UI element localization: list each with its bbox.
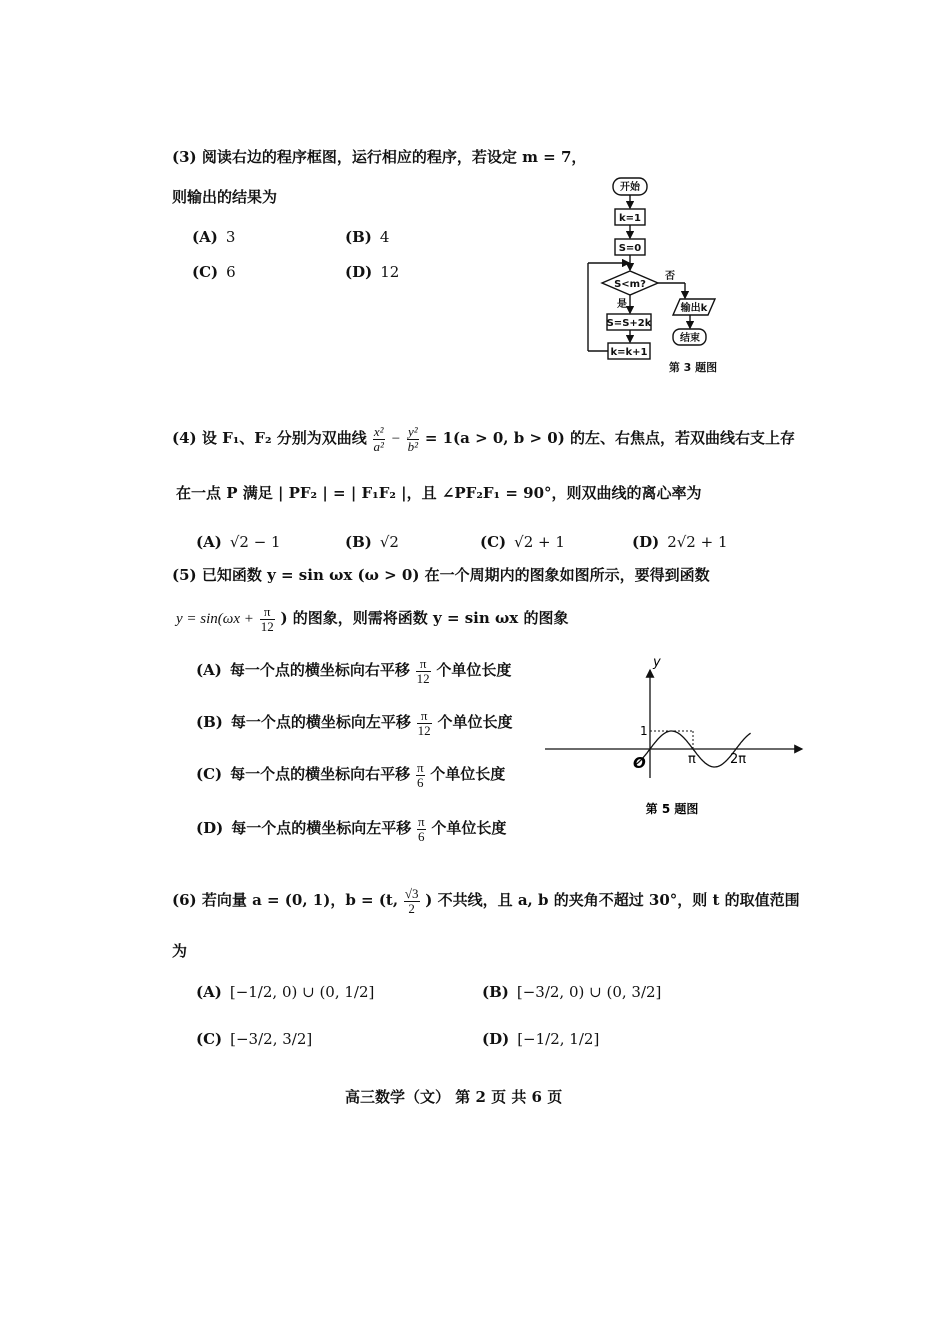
- q6-suffix: ) 不共线，且 a, b 的夹角不超过 30°，则 t 的取值范围: [425, 891, 800, 909]
- q5-line2-suffix: ) 的图象，则需将函数 y = sin ωx 的图象: [280, 609, 569, 627]
- q6-frac: [404, 887, 420, 915]
- y-tick-one: 1: [640, 724, 648, 738]
- minus-sign: −: [390, 431, 401, 447]
- option-value: 6: [226, 263, 236, 281]
- flow-no-text: 否: [665, 271, 675, 282]
- q5-option-b: [196, 704, 512, 740]
- frac-den: 2: [408, 900, 415, 916]
- option-label: (A): [196, 533, 222, 551]
- q4-frac-y: [407, 425, 419, 453]
- option-pre: 每一个点的横坐标向左平移: [230, 713, 411, 731]
- q3-line1: (3) 阅读右边的程序框图，运行相应的程序，若设定 m = 7，: [172, 148, 587, 166]
- frac-den: a²: [373, 438, 384, 454]
- frac-den: 12: [416, 670, 430, 686]
- q6-option-c: [196, 1030, 312, 1048]
- frac-num: π: [260, 605, 275, 620]
- option-frac: [417, 709, 432, 737]
- option-label: (A): [196, 983, 222, 1001]
- q6-option-b: [482, 983, 661, 1001]
- q5-option-d: [196, 810, 506, 846]
- option-label: (C): [196, 765, 223, 783]
- option-value: √2 + 1: [514, 533, 565, 551]
- q4-line2: 在一点 P 满足 | PF₂ | = | F₁F₂ |，且 ∠PF₂F₁ = 90°，则双曲线的离心率为: [176, 484, 702, 502]
- frac-num: y²: [407, 423, 418, 439]
- graph-caption: 第 5 题图: [645, 802, 699, 816]
- flow-condition-text: S<m?: [614, 279, 646, 290]
- frac-num: √3: [404, 885, 419, 901]
- option-label: (D): [345, 263, 373, 281]
- option-frac: [416, 657, 431, 685]
- flow-yes-text: 是: [617, 299, 627, 310]
- option-label: (B): [196, 713, 223, 731]
- q3-option-a: [192, 228, 235, 246]
- q6-option-d: [482, 1030, 599, 1048]
- option-label: (A): [196, 661, 222, 679]
- q3-option-b: [345, 228, 389, 246]
- q4-frac-x: [373, 425, 385, 453]
- frac-num: π: [418, 813, 425, 829]
- option-value: 4: [379, 228, 390, 246]
- q3-line2: 则输出的结果为: [172, 188, 278, 206]
- origin-label: O: [633, 754, 646, 772]
- option-value: [−1/2, 0) ∪ (0, 1/2]: [229, 983, 375, 1001]
- frac-num: π: [416, 759, 424, 775]
- q5-line2-frac: [260, 605, 275, 633]
- option-post: 个单位长度: [431, 819, 507, 837]
- flow-init-s-text: S=0: [618, 243, 642, 254]
- frac-den: 6: [418, 828, 425, 844]
- flow-init-k-text: k=1: [619, 213, 641, 224]
- option-label: (D): [196, 819, 224, 837]
- option-label: (D): [632, 533, 660, 551]
- page-footer: 高三数学（文） 第 2 页 共 6 页: [345, 1088, 563, 1106]
- q4-option-a: [196, 533, 281, 551]
- option-frac: [417, 815, 426, 843]
- frac-num: x²: [373, 423, 384, 439]
- option-label: (B): [345, 533, 372, 551]
- q4-option-c: [480, 533, 565, 551]
- option-frac: [416, 761, 425, 789]
- frac-den: b²: [407, 438, 419, 454]
- flow-update-k-text: k=k+1: [610, 347, 648, 358]
- option-post: 个单位长度: [436, 661, 512, 679]
- option-label: (C): [192, 263, 219, 281]
- q6-line2: 为: [172, 942, 188, 960]
- q6-option-a: [196, 983, 374, 1001]
- q3-flowchart: [570, 170, 760, 385]
- q4-option-b: [345, 533, 399, 551]
- q5-sine-graph: [540, 650, 810, 820]
- option-label: (C): [196, 1030, 223, 1048]
- option-value: √2: [379, 533, 399, 551]
- q5-line1: (5) 已知函数 y = sin ωx (ω > 0) 在一个周期内的图象如图所示，要得到函数: [172, 566, 710, 584]
- q3-option-d: [345, 263, 399, 281]
- option-value: [−3/2, 0) ∪ (0, 3/2]: [516, 983, 662, 1001]
- option-value: 3: [225, 228, 236, 246]
- q5-option-c: [196, 756, 505, 792]
- option-pre: 每一个点的横坐标向右平移: [230, 765, 411, 783]
- x-tick-pi: π: [688, 752, 696, 767]
- option-value: 2√2 + 1: [667, 533, 728, 551]
- q4-line1: [172, 418, 795, 459]
- option-label: (D): [482, 1030, 510, 1048]
- frac-den: 6: [416, 774, 424, 790]
- q6-line1: [172, 878, 800, 922]
- option-label: (C): [480, 533, 507, 551]
- option-post: 个单位长度: [430, 765, 506, 783]
- option-value: [−1/2, 1/2]: [517, 1030, 600, 1048]
- q4-option-d: [632, 533, 728, 551]
- option-value: √2 − 1: [229, 533, 281, 551]
- q5-line2: [176, 600, 568, 637]
- option-label: (B): [345, 228, 372, 246]
- frac-num: π: [417, 709, 432, 724]
- flow-output-text: 输出k: [680, 303, 708, 314]
- option-pre: 每一个点的横坐标向右平移: [229, 661, 410, 679]
- option-label: (B): [482, 983, 509, 1001]
- option-label: (A): [192, 228, 218, 246]
- flow-end-text: 结束: [680, 333, 700, 344]
- q4-eq-tail: = 1(a > 0, b > 0) 的左、右焦点，若双曲线右支上存: [424, 429, 796, 447]
- frac-num: π: [416, 657, 431, 672]
- flow-update-s-text: S=S+2k: [606, 318, 652, 329]
- option-value: 12: [380, 263, 400, 281]
- flow-start-text: 开始: [620, 182, 640, 193]
- flow-caption: 第 3 题图: [668, 361, 718, 374]
- frac-den: 12: [417, 722, 431, 738]
- option-post: 个单位长度: [437, 713, 513, 731]
- q5-option-a: [196, 652, 511, 688]
- x-tick-two-pi: 2π: [730, 752, 747, 767]
- q3-option-c: [192, 263, 236, 281]
- frac-den: 12: [260, 618, 274, 634]
- q5-line2-prefix: y = sin(ωx +: [176, 611, 254, 627]
- q4-prefix: (4) 设 F₁、F₂ 分别为双曲线: [172, 429, 367, 447]
- option-value: [−3/2, 3/2]: [230, 1030, 313, 1048]
- y-axis-label: y: [653, 655, 661, 670]
- q6-prefix: (6) 若向量 a = (0, 1)，b = (t,: [172, 891, 399, 909]
- option-pre: 每一个点的横坐标向左平移: [231, 819, 412, 837]
